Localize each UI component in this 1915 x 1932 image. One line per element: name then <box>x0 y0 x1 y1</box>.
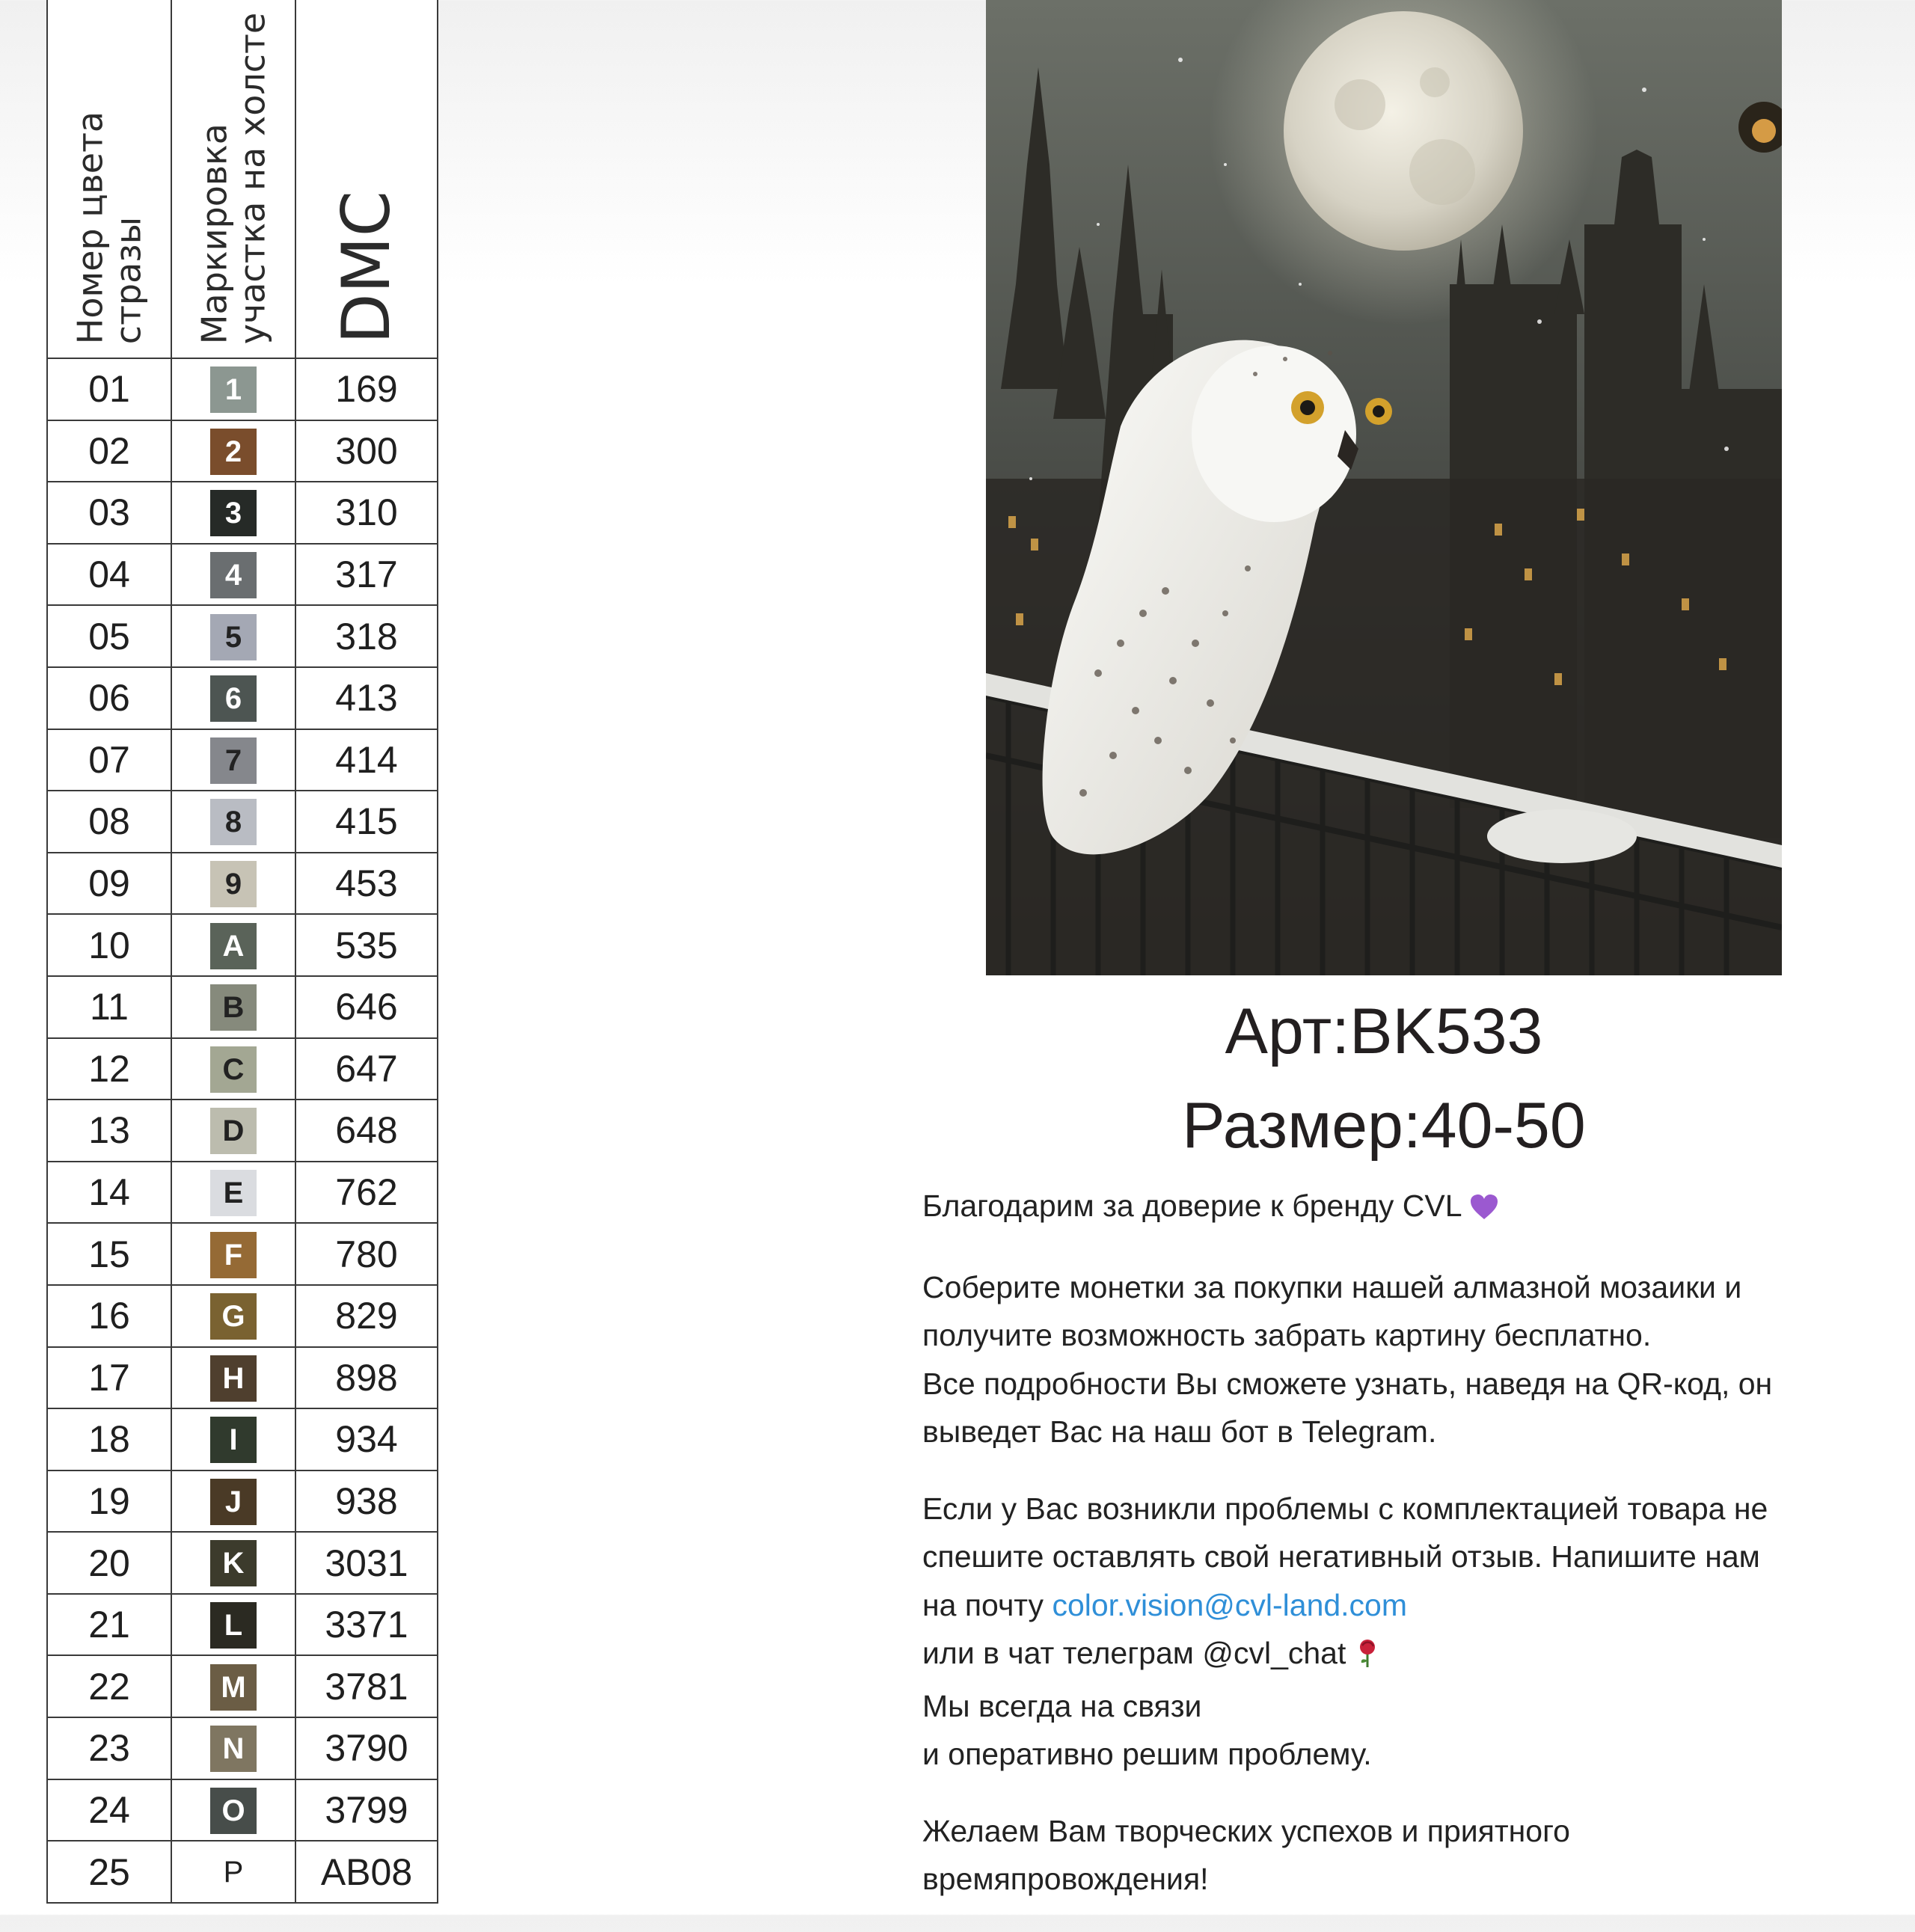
color-swatch: K <box>210 1540 257 1586</box>
issue-line: на почту <box>922 1587 1044 1622</box>
coins-line: выведет Вас на наш бот в Telegram. <box>922 1414 1437 1449</box>
dmc-code-cell: 300 <box>295 420 438 482</box>
color-swatch: 8 <box>210 799 257 845</box>
color-swatch: 1 <box>210 367 257 413</box>
marking-cell <box>171 729 295 791</box>
owl-artwork <box>986 0 1782 975</box>
marking-cell <box>171 1532 295 1594</box>
color-number-cell: 02 <box>47 420 171 482</box>
dmc-code-cell: 414 <box>295 729 438 791</box>
issue-paragraph <box>922 1485 1887 1779</box>
dmc-code-cell: AB08 <box>295 1841 438 1903</box>
email-link[interactable]: color.vision@cvl-land.com <box>1052 1587 1408 1622</box>
table-row <box>47 1594 438 1656</box>
color-number-cell: 04 <box>47 544 171 606</box>
dmc-code-cell: 647 <box>295 1038 438 1100</box>
coins-paragraph <box>922 1263 1887 1456</box>
dmc-code-cell: 413 <box>295 667 438 729</box>
dmc-code-cell: 169 <box>295 358 438 420</box>
color-number-cell: 07 <box>47 729 171 791</box>
color-swatch: M <box>210 1664 257 1711</box>
marking-cell <box>171 1408 295 1471</box>
color-number-cell: 17 <box>47 1347 171 1409</box>
table-row <box>47 1471 438 1533</box>
info-block <box>922 1182 1887 1932</box>
dmc-code-cell: 317 <box>295 544 438 606</box>
issue-email-line <box>922 1581 1887 1630</box>
color-swatch: 7 <box>210 737 257 784</box>
color-swatch: H <box>210 1355 257 1402</box>
header-marking-label: Маркировка участка на холсте <box>194 12 272 344</box>
dmc-code-cell: 3781 <box>295 1655 438 1717</box>
dmc-code-cell: 415 <box>295 791 438 853</box>
color-number-cell: 24 <box>47 1779 171 1841</box>
table-row <box>47 1841 438 1903</box>
color-number-cell: 08 <box>47 791 171 853</box>
header-color-number-label: Номер цвета стразы <box>70 111 148 344</box>
color-number-cell: 05 <box>47 605 171 667</box>
issue-line: Если у Вас возникли проблемы с комплектацией товара не <box>922 1491 1768 1526</box>
color-swatch: B <box>210 984 257 1031</box>
marking-cell <box>171 1717 295 1779</box>
color-number-cell: 11 <box>47 976 171 1038</box>
table-row <box>47 1223 438 1285</box>
marking-cell <box>171 791 295 853</box>
header-dmc <box>295 0 438 358</box>
header-marking <box>171 0 295 358</box>
color-number-cell: 22 <box>47 1655 171 1717</box>
color-number-cell: 15 <box>47 1223 171 1285</box>
purple-heart-icon <box>1469 1186 1499 1235</box>
marking-cell <box>171 667 295 729</box>
marking-cell <box>171 1594 295 1656</box>
table-row <box>47 1347 438 1409</box>
wish-line: времяпровождения! <box>922 1862 1209 1896</box>
marking-cell <box>171 1655 295 1717</box>
marking-cell <box>171 544 295 606</box>
article-number: Арт:BK533 <box>1225 996 1543 1067</box>
color-table <box>46 0 438 1904</box>
marking-cell <box>171 1285 295 1347</box>
table-row <box>47 1408 438 1471</box>
color-swatch: G <box>210 1293 257 1340</box>
color-number-cell: 19 <box>47 1471 171 1533</box>
color-number-cell: 03 <box>47 482 171 544</box>
color-swatch: O <box>210 1788 257 1834</box>
marking-cell <box>171 914 295 976</box>
color-swatch: 6 <box>210 675 257 722</box>
marking-cell <box>171 358 295 420</box>
table-header-row <box>47 0 438 358</box>
color-number-cell: 18 <box>47 1408 171 1471</box>
color-number-cell: 21 <box>47 1594 171 1656</box>
color-swatch: I <box>210 1417 257 1463</box>
color-swatch: 4 <box>210 552 257 598</box>
color-number-cell: 25 <box>47 1841 171 1903</box>
dmc-code-cell: 646 <box>295 976 438 1038</box>
color-number-cell: 23 <box>47 1717 171 1779</box>
table-row <box>47 1285 438 1347</box>
table-row <box>47 914 438 976</box>
color-number-cell: 10 <box>47 914 171 976</box>
product-size: Размер:40-50 <box>1182 1090 1586 1162</box>
color-swatch: D <box>210 1108 257 1154</box>
table-row <box>47 853 438 915</box>
dmc-code-cell: 648 <box>295 1100 438 1162</box>
color-number-cell: 20 <box>47 1532 171 1594</box>
color-number-cell: 14 <box>47 1162 171 1224</box>
marking-cell <box>171 1779 295 1841</box>
dmc-code-cell: 938 <box>295 1471 438 1533</box>
header-dmc-label: DMC <box>328 190 405 344</box>
table-row <box>47 1655 438 1717</box>
dmc-code-cell: 3031 <box>295 1532 438 1594</box>
marking-cell <box>171 605 295 667</box>
table-row <box>47 667 438 729</box>
moon <box>1284 11 1523 251</box>
color-swatch: L <box>210 1602 257 1649</box>
issue-line: спешите оставлять свой негативный отзыв. Напишите нам <box>922 1539 1760 1574</box>
marking-cell <box>171 1038 295 1100</box>
coins-line: Все подробности Вы сможете узнать, наведя на QR-код, он <box>922 1366 1773 1401</box>
marking-cell <box>171 1223 295 1285</box>
color-swatch: 9 <box>210 861 257 907</box>
issue-line: или в чат телеграм @cvl_chat <box>922 1636 1346 1670</box>
coins-line: получите возможность забрать картину бесплатно. <box>922 1318 1652 1352</box>
table-row <box>47 1779 438 1841</box>
table-body <box>47 358 438 1903</box>
color-number-cell: 16 <box>47 1285 171 1347</box>
dmc-code-cell: 934 <box>295 1408 438 1471</box>
marking-cell <box>171 1841 295 1903</box>
table-row <box>47 1162 438 1224</box>
table-row <box>47 420 438 482</box>
dmc-code-cell: 3799 <box>295 1779 438 1841</box>
marking-cell <box>171 976 295 1038</box>
color-swatch: E <box>210 1170 257 1216</box>
color-swatch: C <box>210 1046 257 1093</box>
wish-paragraph <box>922 1807 1887 1904</box>
thanks-paragraph <box>922 1182 1887 1235</box>
color-swatch: P <box>223 1856 244 1889</box>
dmc-code-cell: 762 <box>295 1162 438 1224</box>
color-number-cell: 12 <box>47 1038 171 1100</box>
marking-cell <box>171 1162 295 1224</box>
issue-line: Мы всегда на связи <box>922 1688 1202 1723</box>
issue-chat-line <box>922 1629 1887 1682</box>
color-number-cell: 09 <box>47 853 171 915</box>
dmc-code-cell: 829 <box>295 1285 438 1347</box>
color-swatch: F <box>210 1232 257 1278</box>
table-row <box>47 482 438 544</box>
marking-cell <box>171 853 295 915</box>
dmc-code-cell: 780 <box>295 1223 438 1285</box>
color-swatch: 5 <box>210 614 257 660</box>
table-row <box>47 544 438 606</box>
marking-cell <box>171 1347 295 1409</box>
marking-cell <box>171 1100 295 1162</box>
color-number-cell: 13 <box>47 1100 171 1162</box>
rose-icon <box>1355 1634 1382 1682</box>
marking-cell <box>171 482 295 544</box>
dmc-code-cell: 453 <box>295 853 438 915</box>
color-swatch: 2 <box>210 429 257 475</box>
thanks-text: Благодарим за доверие к бренду CVL <box>922 1189 1461 1223</box>
table-row <box>47 976 438 1038</box>
dmc-code-cell: 535 <box>295 914 438 976</box>
table-row <box>47 791 438 853</box>
color-swatch: N <box>210 1726 257 1772</box>
coins-line: Соберите монетки за покупки нашей алмазной мозаики и <box>922 1269 1742 1304</box>
issue-line: и оперативно решим проблему. <box>922 1737 1372 1771</box>
table-row <box>47 1100 438 1162</box>
table-row <box>47 605 438 667</box>
dmc-code-cell: 3790 <box>295 1717 438 1779</box>
color-number-cell: 01 <box>47 358 171 420</box>
dmc-code-cell: 898 <box>295 1347 438 1409</box>
table-row <box>47 1717 438 1779</box>
color-number-cell: 06 <box>47 667 171 729</box>
dmc-code-cell: 3371 <box>295 1594 438 1656</box>
wish-line: Желаем Вам творческих успехов и приятного <box>922 1813 1570 1848</box>
dmc-code-cell: 318 <box>295 605 438 667</box>
header-color-number <box>47 0 171 358</box>
dmc-code-cell: 310 <box>295 482 438 544</box>
color-swatch: 3 <box>210 490 257 536</box>
color-swatch: J <box>210 1479 257 1525</box>
table-row <box>47 729 438 791</box>
marking-cell <box>171 420 295 482</box>
color-swatch: A <box>210 923 257 969</box>
marking-cell <box>171 1471 295 1533</box>
table-row <box>47 358 438 420</box>
table-row <box>47 1532 438 1594</box>
table-row <box>47 1038 438 1100</box>
